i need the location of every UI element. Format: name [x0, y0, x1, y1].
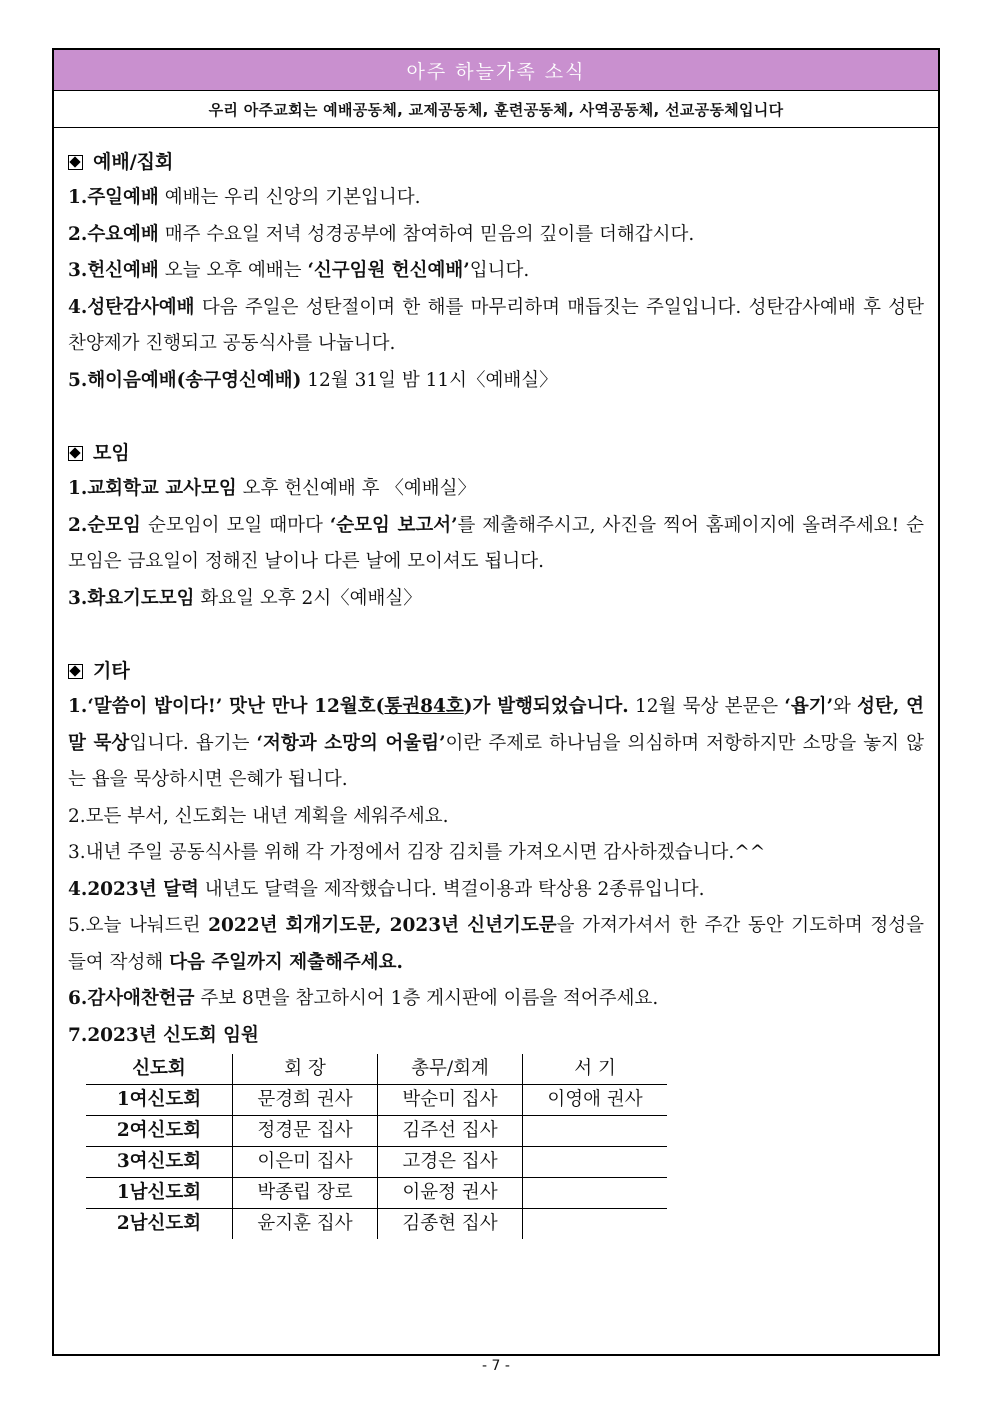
table-row: [86, 1116, 667, 1147]
table-cell: [523, 1178, 668, 1209]
diamond-bullet-icon: [68, 446, 83, 461]
table-row: [86, 1178, 667, 1209]
table-cell: 김종현 집사: [378, 1209, 523, 1240]
table-cell: 3여신도회: [86, 1147, 233, 1178]
list-item: 3.내년 주일 공동식사를 위해 각 가정에서 김장 김치를 가져오시면 감사하겠습니다.^^: [68, 842, 766, 863]
list-item: 2.수요예배 매주 수요일 저녁 성경공부에 참여하여 믿음의 깊이를 더해갑시다.: [68, 223, 695, 245]
table-cell: [523, 1116, 668, 1147]
section-heading-others: 기타: [68, 653, 924, 689]
table-cell: 고경은 집사: [378, 1147, 523, 1178]
table-row: [86, 1147, 667, 1178]
table-header-cell: 신도회: [86, 1054, 233, 1085]
table-cell: 이은미 집사: [233, 1147, 378, 1178]
page-subtitle: 우리 아주교회는 예배공동체, 교제공동체, 훈련공동체, 사역공동체, 선교공동체입니다: [54, 91, 938, 128]
table-cell: 정경문 집사: [233, 1116, 378, 1147]
diamond-bullet-icon: [68, 155, 83, 170]
table-cell: [523, 1209, 668, 1240]
table-cell: [523, 1147, 668, 1178]
list-item: 4.2023년 달력 내년도 달력을 제작했습니다. 벽걸이용과 탁상용 2종류입니다.: [68, 878, 705, 900]
table-header-row: [86, 1054, 667, 1085]
table-header-cell: 회 장: [233, 1054, 378, 1085]
diamond-bullet-icon: [68, 664, 83, 679]
table-row: [86, 1085, 667, 1116]
list-item: 1.‘말씀이 밥이다!’ 맛난 만나 12월호(통권84호)가 발행되었습니다. 12월 묵상 본문은 ‘욥기’와 성탄, 연말 묵상입니다. 욥기는 ‘저항과 소망의 어울림’이란 주제로 하나님을 의심하며 저항하지만 소망을 놓지 않는 욥을 묵상하시면 은혜가 됩니다.: [68, 696, 924, 790]
section-worship: [68, 144, 924, 399]
section-meetings: [68, 435, 924, 617]
list-item: 3.화요기도모임 화요일 오후 2시〈예배실〉: [68, 587, 422, 609]
list-item: 3.헌신예배 오늘 오후 예배는 ‘신구임원 헌신예배’입니다.: [68, 260, 530, 281]
page-number: - 7 -: [482, 1358, 510, 1374]
table-cell: 2남신도회: [116, 1213, 202, 1234]
list-item: 5.해이음예배(송구영신예배) 12월 31일 밤 11시〈예배실〉: [68, 369, 558, 391]
list-item: 1.교회학교 교사모임 오후 헌신예배 후 〈예배실〉: [68, 478, 476, 499]
section-heading-worship: 예배/집회: [68, 144, 924, 180]
table-cell: 윤지훈 집사: [233, 1209, 378, 1240]
page-title: 아주 하늘가족 소식: [54, 50, 938, 91]
table-cell: 1여신도회: [86, 1085, 233, 1116]
bulletin-content: [54, 128, 938, 1239]
table-header-cell: 서 기: [523, 1054, 668, 1085]
table-cell: 김주선 집사: [378, 1116, 523, 1147]
bulletin-frame: [52, 48, 940, 1356]
table-cell: 박종립 장로: [233, 1178, 378, 1209]
table-cell: 이영애 권사: [523, 1085, 668, 1116]
table-cell: 문경희 권사: [233, 1085, 378, 1116]
list-item: 2.모든 부서, 신도회는 내년 계획을 세워주세요.: [68, 805, 449, 827]
officers-table: [86, 1054, 667, 1239]
list-item: 7.2023년 신도회 임원: [68, 1024, 259, 1046]
list-item: 2.순모임 순모임이 모일 때마다 ‘순모임 보고서’를 제출해주시고, 사진을 찍어 홈페이지에 올려주세요! 순모임은 금요일이 정해진 날이나 다른 날에 모이셔도 됩니다.: [68, 514, 924, 572]
table-cell: 2여신도회: [86, 1116, 233, 1147]
list-item: 1.주일예배 예배는 우리 신앙의 기본입니다.: [68, 187, 421, 208]
table-row: [86, 1209, 667, 1240]
table-cell: 1남신도회: [86, 1178, 233, 1209]
list-item: 4.성탄감사예배 다음 주일은 성탄절이며 한 해를 마무리하며 매듭짓는 주일입니다. 성탄감사예배 후 성탄찬양제가 진행되고 공동식사를 나눕니다.: [68, 296, 924, 354]
section-others: [68, 653, 924, 1239]
table-cell: 박순미 집사: [378, 1085, 523, 1116]
section-heading-meetings: 모임: [68, 435, 924, 471]
list-item: 6.감사애찬헌금 주보 8면을 참고하시어 1층 게시판에 이름을 적어주세요.: [68, 988, 659, 1009]
table-header-cell: 총무/회계: [378, 1054, 523, 1085]
list-item: 5.오늘 나눠드린 2022년 회개기도문, 2023년 신년기도문을 가져가셔서 한 주간 동안 기도하며 정성을 들여 작성해 다음 주일까지 제출해주세요.: [68, 915, 925, 973]
table-cell: 이윤정 권사: [378, 1178, 523, 1209]
